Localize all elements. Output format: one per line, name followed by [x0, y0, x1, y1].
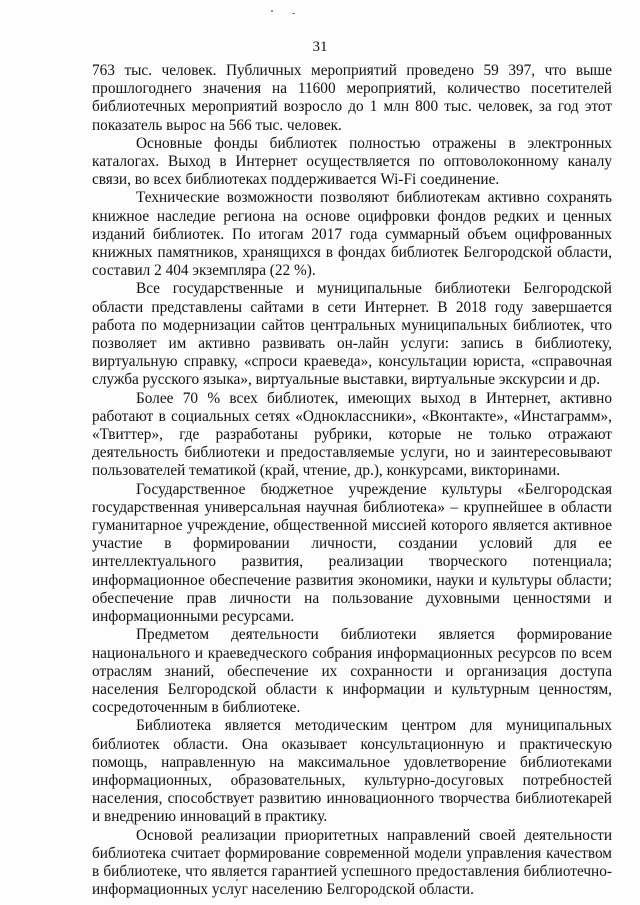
paragraph-9: Основой реализации приоритетных направлений своей деятельности библиотека считает формирование современной модели управления качеством в библиотеке, что является гарантией успешного предоставления библиотечно-информационных услуг населению Белгородской области.: [92, 826, 612, 899]
page-number: 31: [312, 39, 328, 55]
paragraph-5: Более 70 % всех библиотек, имеющих выход в Интернет, активно работают в социальных сетях «Одноклассники», «Вконтакте», «Инстаграмм», «Твиттер», где разработаны рубрики, которые не только отражают деятельность библиотеки и предоставляемые услуги, но и заинтересовывают пользователей тематикой (край, чтение, др.), конкурсами, викторинами.: [92, 389, 612, 480]
body-text: [92, 62, 612, 899]
paragraph-2: Основные фонды библиотек полностью отражены в электронных каталогах. Выход в Интернет осуществляется по оптоволоконному каналу связи, во всех библиотеках поддерживается Wi-Fi соединение.: [92, 134, 612, 189]
paragraph-4: Все государственные и муниципальные библиотеки Белгородской области представлены сайтами в сети Интернет. В 2018 году завершается работа по модернизации сайтов центральных муниципальных библиотек, что позволяет им активно развивать он-лайн услуги: запись в библиотеку, виртуальную справку, «спроси краеведа», консультации юриста, «справочная служба русского языка», виртуальные выставки, виртуальные экскурсии и др.: [92, 280, 612, 389]
scan-speck: [292, 13, 295, 14]
paragraph-8: Библиотека является методическим центром для муниципальных библиотек области. Она оказывает консультационную и практическую помощь, направленную на максимальное удовлетворение библиотеками информационных, образовательных, культурно-досуговых потребностей населения, способствует развитию инновационного творчества библиотекарей и внедрению инноваций в практику.: [92, 717, 612, 826]
paragraph-3: Технические возможности позволяют библиотекам активно сохранять книжное наследие региона на основе оцифровки фондов редких и ценных изданий библиотек. По итогам 2017 года суммарный объем оцифрованных книжных памятников, хранящихся в фондах библиотек Белгородской области, составил 2 404 экземпляра (22 %).: [92, 189, 612, 280]
paragraph-1: 763 тыс. человек. Публичных мероприятий проведено 59 397, что выше прошлогоднего значения на 11600 мероприятий, количество посетителей библиотечных мероприятий возросло до 1 млн 800 тыс. человек, за год этот показатель вырос на 566 тыс. человек.: [92, 62, 612, 134]
scan-speck: [271, 10, 273, 12]
paragraph-7: Предметом деятельности библиотеки является формирование национального и краеведческого собрания информационных ресурсов по всем отраслям знаний, обеспечение их сохранности и организация доступа населения Белгородской области к информации и культурным ценностям, сосредоточенным в библиотеке.: [92, 626, 612, 717]
paragraph-6: Государственное бюджетное учреждение культуры «Белгородская государственная универсальная научная библиотека» – крупнейшее в области гуманитарное учреждение, общественной миссией которого является активное участие в формировании личности, создании условий для ее интеллектуального развития, реализации творческого потенциала; информационное обеспечение развития экономики, науки и культуры области; обеспечение прав личности на пользование духовными ценностями и информационными ресурсами.: [92, 480, 612, 626]
